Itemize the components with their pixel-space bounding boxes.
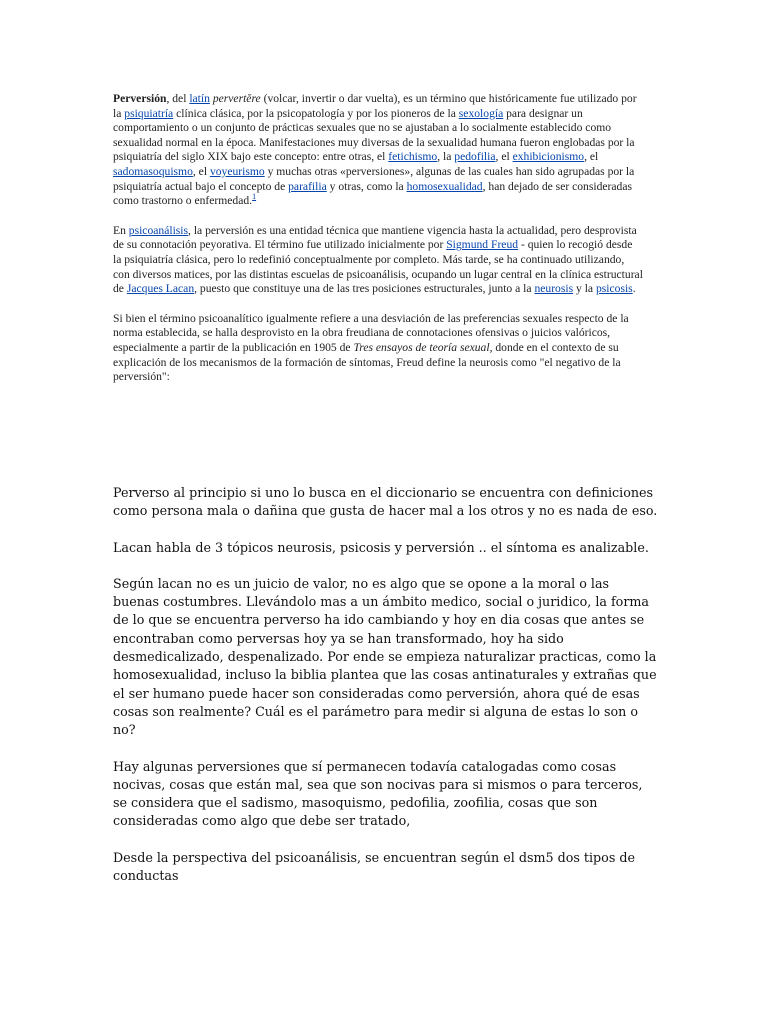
text: , del [166, 92, 190, 105]
link-neurosis[interactable]: neurosis [534, 282, 574, 296]
link-psiquiatria[interactable]: psiquiatría [124, 106, 174, 120]
link-psicosis[interactable]: psicosis [595, 282, 633, 296]
note-paragraph-1: Perverso al principio si uno lo busca en el diccionario se encuentra con definiciones como persona mala o dañina que gusta de hacer mal a los otros y no es nada de eso. [113, 485, 658, 519]
link-pedofilia[interactable]: pedofilia [454, 150, 496, 164]
text: Si bien el término psicoanalítico igualmente refiere a una desviación de las preferencias sexuales respecto de la norma establecida, se halla desprovisto en la obra freudiana de connotaciones ofensivas o juicios valóricos, especialmente a partir de la publicación en 1905 de [113, 311, 629, 354]
link-sigmund-freud[interactable]: Sigmund Freud [446, 238, 519, 252]
text: y la [573, 282, 596, 296]
text: - quien lo recogió desde la psiquiatría clásica, pero lo redefinió conceptualmente por completo. Más tarde, se ha continuado utilizando, con diversos matices, por las distintas escuelas de psicoanálisis, ocupando un lugar central en la clínica estructural de [113, 238, 643, 296]
reference-1[interactable] [252, 192, 256, 201]
note-paragraph-3: Según lacan no es un juicio de valor, no es algo que se opone a la moral o las buenas costumbres. Llevándolo mas a un ámbito medico, social o juridico, la forma de lo que se encuentra perverso ha ido cambiando y hoy en dia cosas que antes se encontraban como perversas hoy ya se han transformado, hoy ha sido desmedicalizado, despenalizado. Por ende se empieza naturalizar practicas, como la homosexualidad, incluso la biblia plantea que las cosas antinaturales y extrañas que el ser humano puede hacer son consideradas como perversión, ahora qué de esas cosas son realmente? Cuál es el parámetro para medir si alguna de estas lo son o no? [113, 575, 657, 738]
link-sadomasoquismo[interactable]: sadomasoquismo [113, 164, 193, 178]
text: , han dejado de ser consideradas como trastorno o enfermedad. [113, 179, 632, 208]
link-jacques-lacan[interactable]: Jacques Lacan [126, 282, 195, 296]
text: clínica clásica, por la psicopatología y por los pioneros de la [173, 106, 459, 120]
link-fetichismo[interactable]: fetichismo [388, 150, 438, 164]
text: En [113, 223, 129, 237]
link-latin[interactable]: latín [189, 92, 210, 105]
reference-link[interactable]: 1 [252, 192, 257, 202]
note-paragraph-2: Lacan habla de 3 tópicos neurosis, psicosis y perversión .. el síntoma es analizable. [113, 539, 649, 555]
text: , puesto que constituye una de las tres posiciones estructurales, junto a la [194, 282, 535, 296]
term-heading: Perversión [113, 92, 167, 105]
wiki-paragraph-freud [113, 312, 643, 385]
text: . [632, 282, 636, 296]
link-parafilia[interactable]: parafilia [288, 179, 327, 193]
text: , la [437, 150, 455, 164]
personal-notes [113, 484, 658, 903]
wiki-paragraph-psychoanalysis [113, 224, 643, 297]
note-paragraph-4: Hay algunas perversiones que sí permanecen todavía catalogadas como cosas nocivas, cosas que están mal, sea que son nocivas para si mismos o para terceros, se considera que el sadismo, masoquismo, pedofilia, zoofilia, cosas que son consideradas como algo que debe ser tratado, [113, 758, 643, 829]
link-sexologia[interactable]: sexología [458, 106, 504, 120]
link-exhibicionismo[interactable]: exhibicionismo [512, 150, 585, 164]
link-homosexualidad[interactable]: homosexualidad [406, 179, 483, 193]
text: y muchas otras «perversiones», algunas de las cuales han sido agrupadas por la psiquiatría actual bajo el concepto de [113, 164, 635, 193]
text: y otras, como la [326, 179, 407, 193]
text: (volcar, invertir o dar vuelta), es un término que históricamente fue utilizado por la [113, 92, 637, 120]
wiki-paragraph-definition [113, 92, 643, 209]
text: , el [584, 150, 599, 164]
link-psicoanalisis[interactable]: psicoanálisis [128, 223, 189, 237]
book-title: Tres ensayos de teoría sexual [353, 340, 490, 354]
text: , el [192, 164, 210, 178]
latin-word: pervertĕre [212, 92, 261, 105]
text: , donde en el contexto de su explicación de los mecanismos de la formación de síntomas, Freud define la neurosis como "el negativo de la perversión": [113, 340, 621, 384]
text: , el [495, 150, 513, 164]
note-paragraph-5: Desde la perspectiva del psicoanálisis, se encuentran según el dsm5 dos tipos de conductas [113, 849, 635, 884]
link-voyeurismo[interactable]: voyeurismo [209, 164, 265, 178]
text: , la perversión es una entidad técnica que mantiene vigencia hasta la actualidad, pero desprovista de su connotación peyorativa. El término fue utilizado inicialmente por [113, 223, 637, 252]
wikipedia-excerpt [113, 92, 643, 400]
text: para designar un comportamiento o un conjunto de prácticas sexuales que no se ajustaban a lo socialmente establecido como sexualidad normal en la época. Manifestaciones muy diversas de la sexualidad humana fueron englobadas por la psiquiatría del siglo XIX bajo este concepto: entre otras, el [113, 106, 635, 164]
